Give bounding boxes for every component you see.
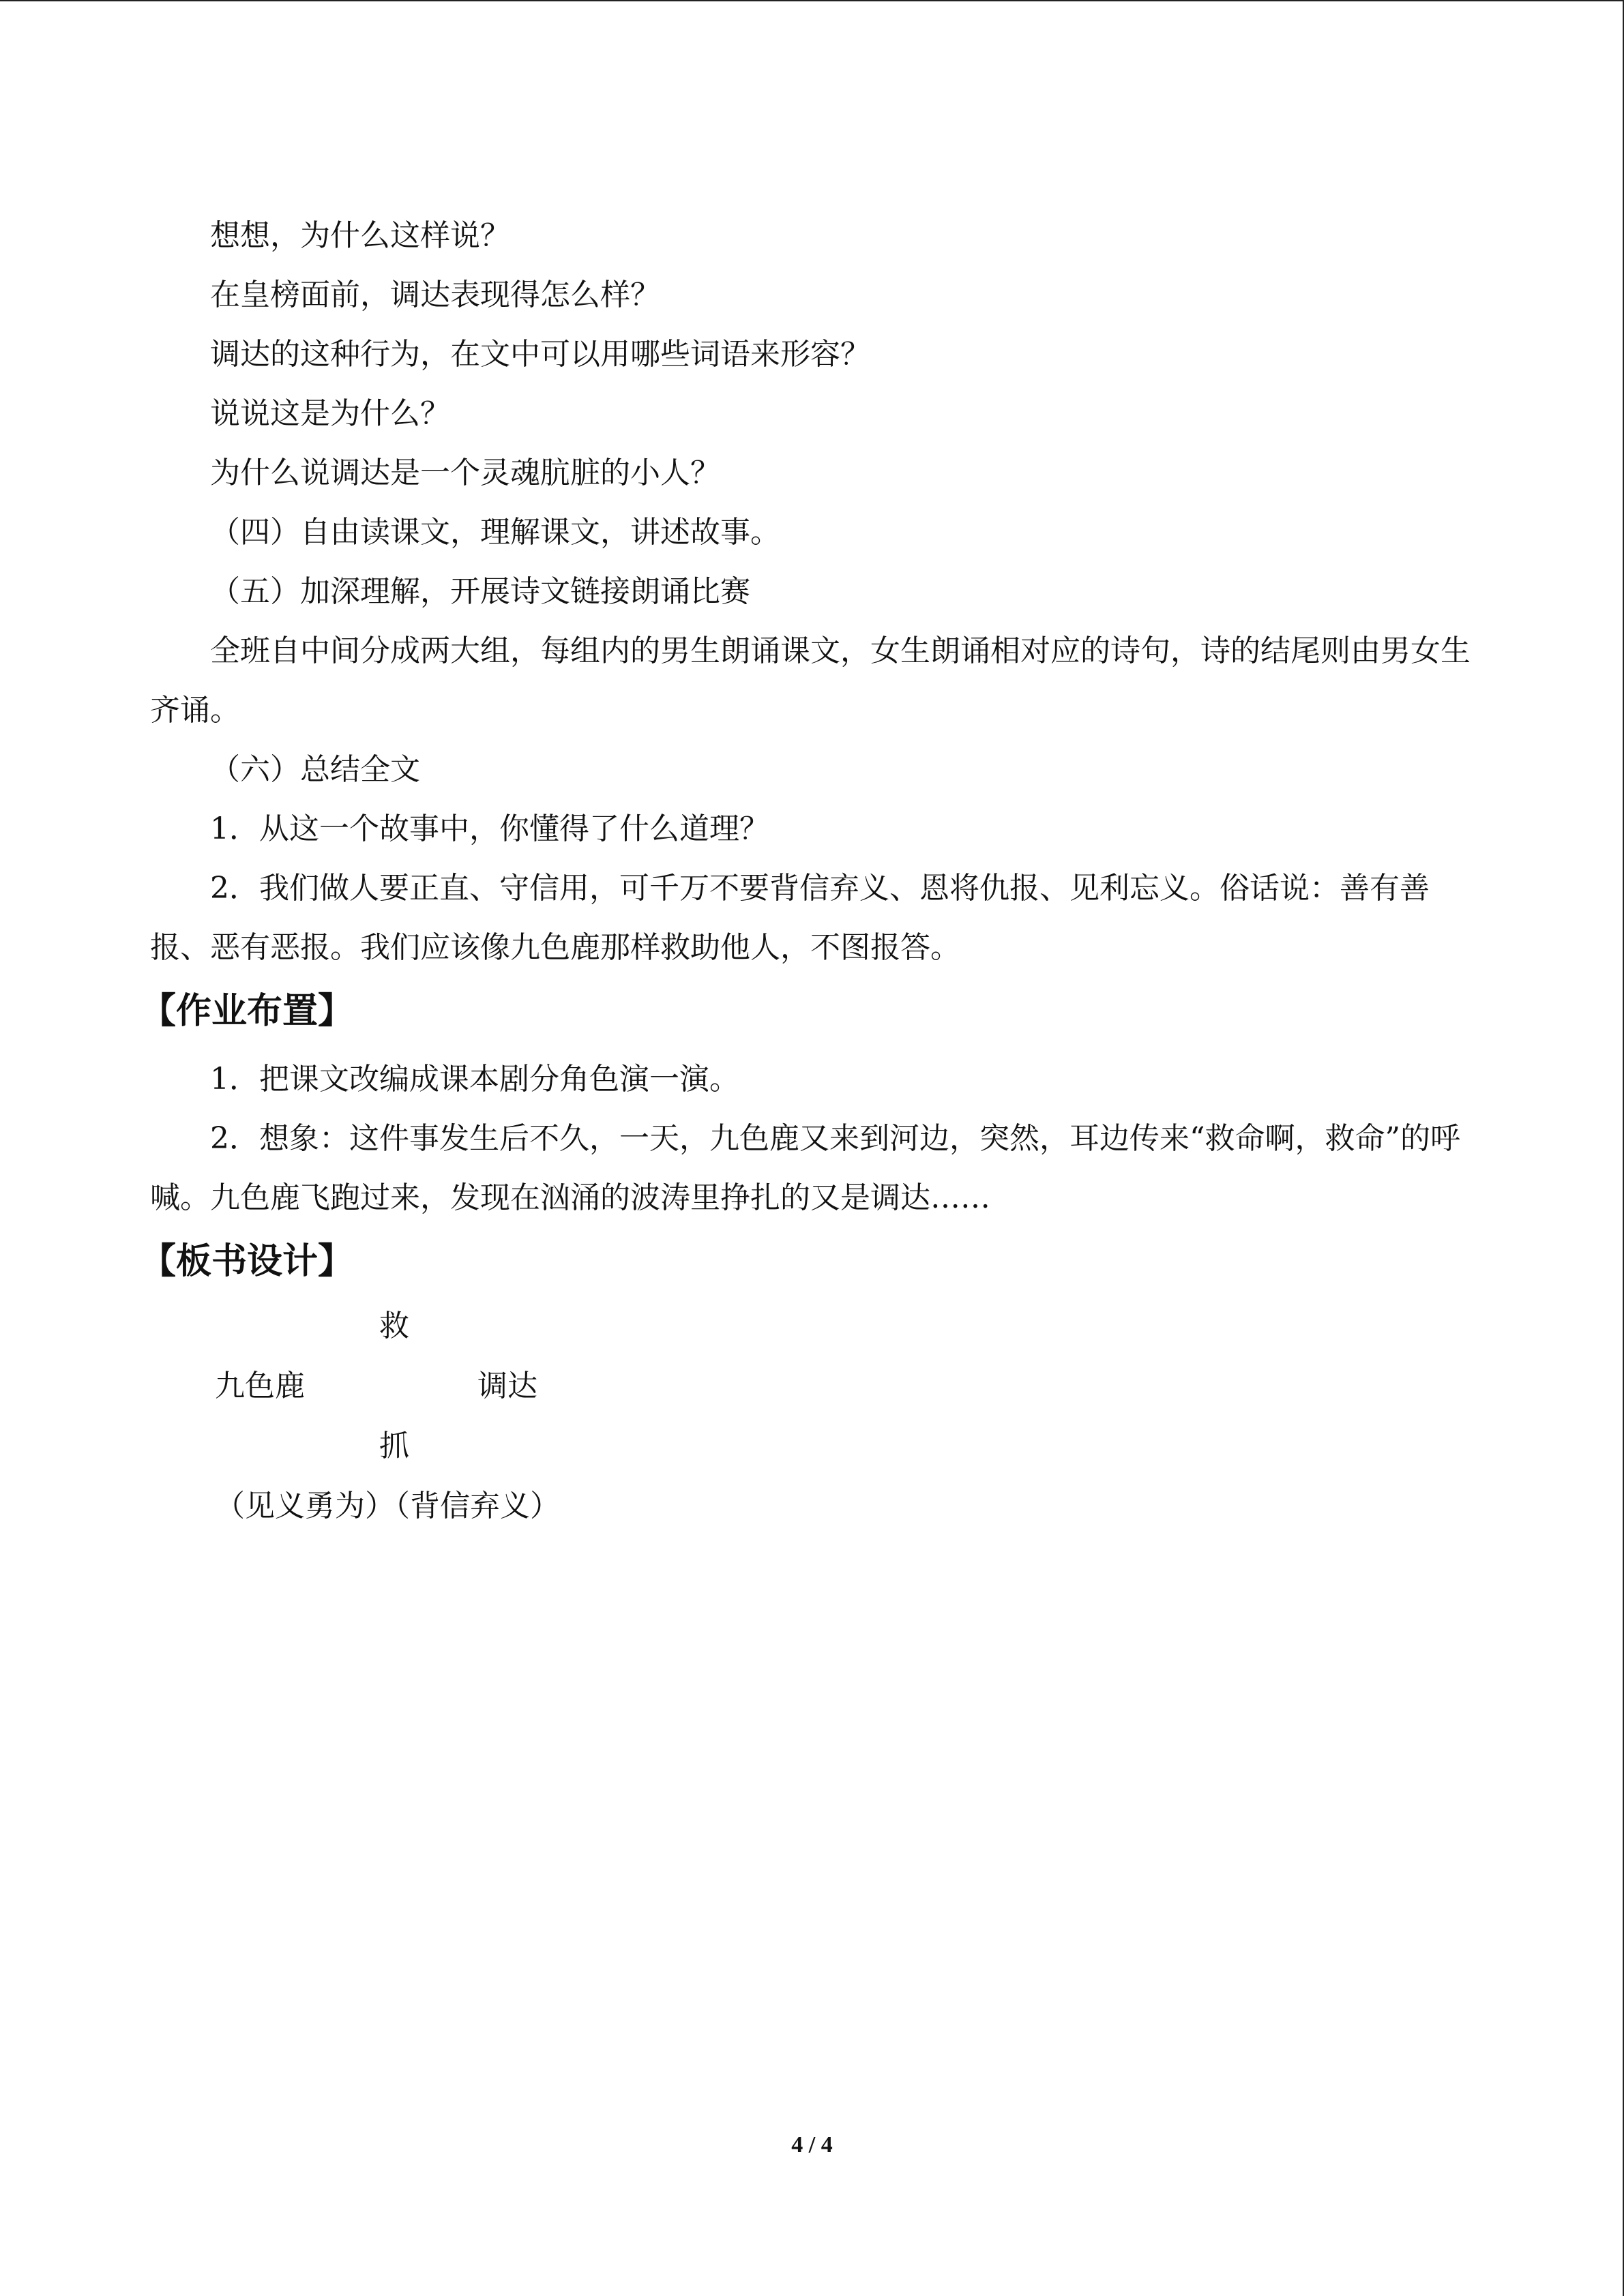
paragraph: 调达的这种行为，在文中可以用哪些词语来形容？: [210, 337, 870, 372]
homework-item: 1．把课文改编成课本剧分角色演一演。: [210, 1062, 739, 1097]
paragraph: 全班自中间分成两大组，每组内的男生朗诵课文，女生朗诵相对应的诗句，诗的结尾则由男女生齐诵。: [150, 633, 1471, 728]
board-design-heading: 【板书设计】: [141, 1241, 354, 1282]
board-word-deer: 九色鹿: [215, 1369, 305, 1403]
paragraph: （四）自由读课文，理解课文，讲述故事。: [210, 515, 780, 550]
paragraph: 1．从这一个故事中，你懂得了什么道理？: [210, 811, 769, 846]
homework-heading: 【作业布置】: [141, 991, 354, 1032]
paragraph: （五）加深理解，开展诗文链接朗诵比赛: [210, 574, 750, 609]
paragraph: 说说这是为什么？: [210, 396, 450, 431]
paragraph: 为什么说调达是一个灵魂肮脏的小人？: [210, 456, 720, 490]
paragraph: （六）总结全文: [210, 752, 420, 787]
page-number: 4 / 4: [791, 2132, 833, 2158]
homework-item: 2．想象：这件事发生后不久，一天，九色鹿又来到河边，突然，耳边传来“救命啊，救命”的呼喊。九色鹿飞跑过来，发现在汹涌的波涛里挣扎的又是调达……: [150, 1121, 1460, 1215]
board-word-rescue: 救: [379, 1309, 409, 1343]
paragraph: 2．我们做人要正直、守信用，可千万不要背信弃义、恩将仇报、见利忘义。俗话说：善有善报、恶有恶报。我们应该像九色鹿那样救助他人，不图报答。: [150, 871, 1430, 965]
board-caption: （见义勇为）（背信弃义）: [215, 1489, 560, 1523]
paragraph: 在皇榜面前，调达表现得怎么样？: [210, 278, 660, 312]
board-word-tiaoda: 调达: [477, 1369, 537, 1403]
paragraph: 想想，为什么这样说？: [210, 218, 510, 253]
document-body: [141, 206, 1473, 1533]
board-design: [150, 1301, 1473, 1533]
board-word-catch: 抓: [379, 1429, 409, 1463]
